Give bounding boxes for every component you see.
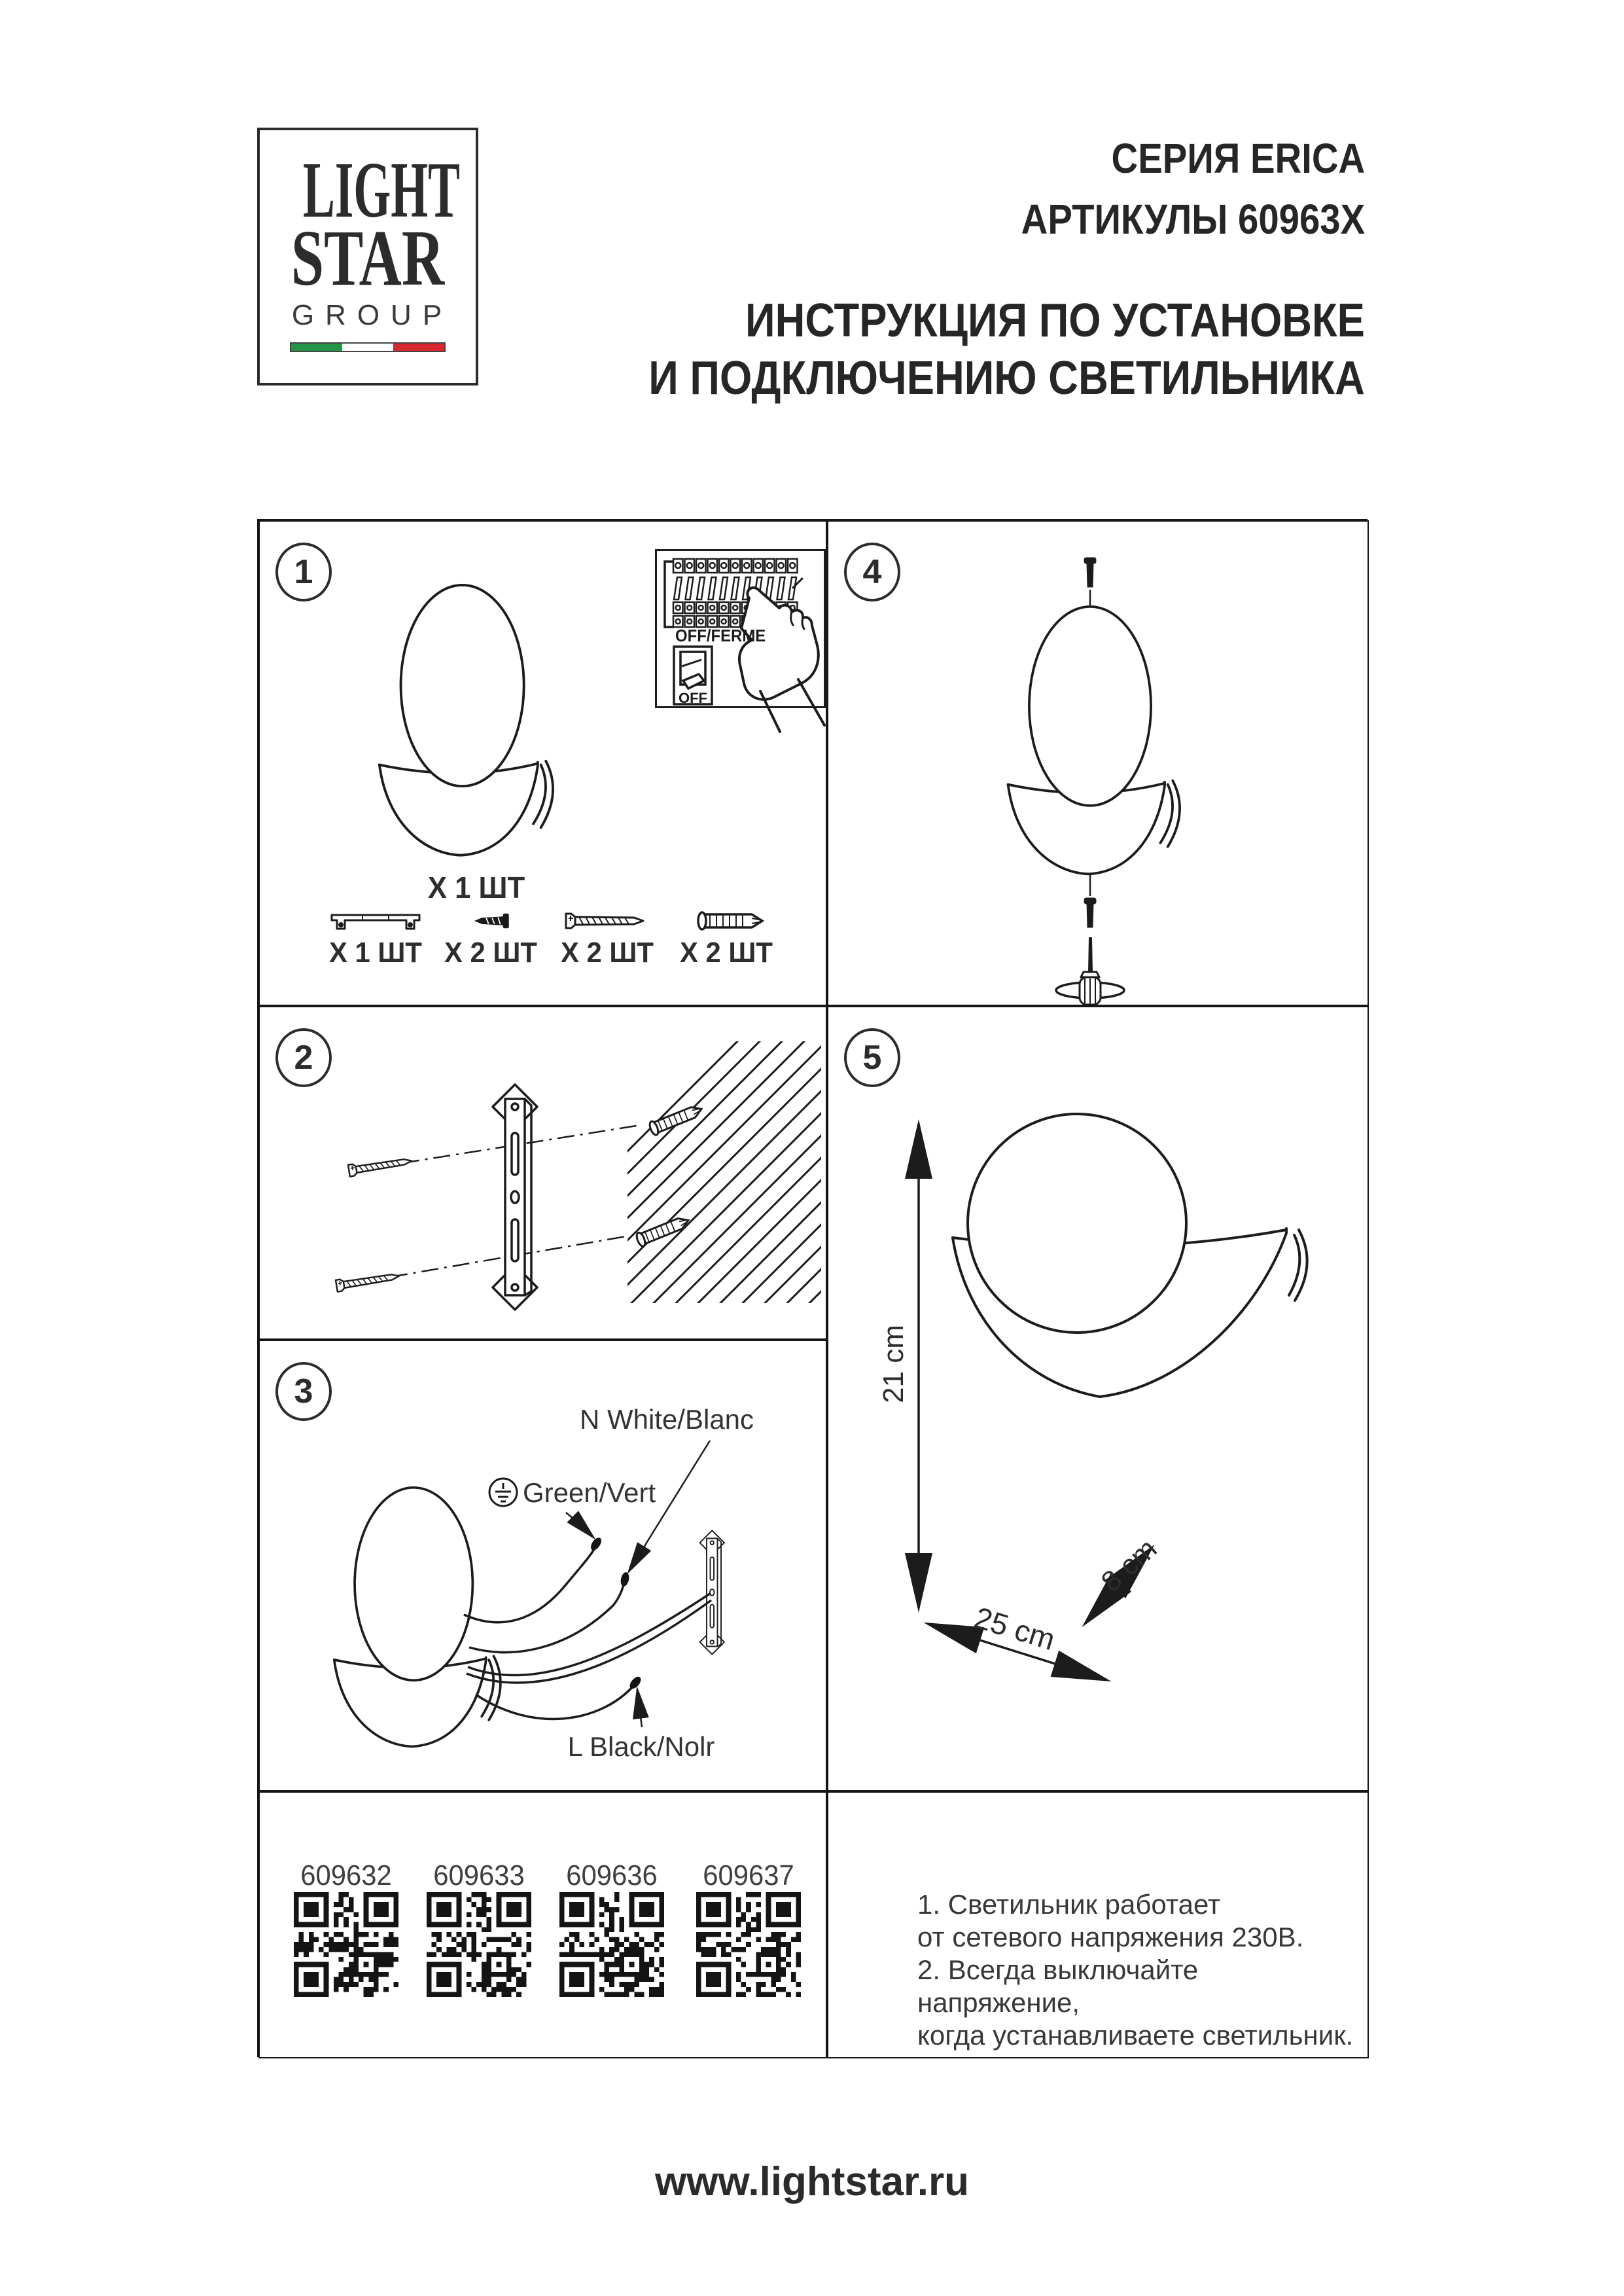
part-qty-2: X 2 ШТ [444, 937, 537, 969]
line-wire-label: L Black/Nolr [567, 1731, 715, 1762]
screw-short-icon [442, 901, 540, 941]
qr-code-3 [559, 1892, 664, 1997]
glass-shade [968, 1114, 1186, 1333]
safety-notes-panel [827, 1791, 1369, 2058]
wires [464, 1549, 711, 1719]
lamp-qty-label: X 1 ШТ [427, 870, 525, 905]
wall-hatch [627, 1041, 821, 1303]
wire-tips [589, 1536, 643, 1691]
breaker-off-label: OFF/FERME [675, 626, 766, 645]
series-line: СЕРИЯ ERICA [1111, 135, 1365, 182]
qr-code-4 [696, 1892, 801, 1997]
step-5-badge: 5 [844, 1028, 900, 1087]
mounting-bracket-icon [327, 901, 425, 941]
ground-symbol-icon [489, 1479, 517, 1506]
note-line-1: 1. Светильник работает [917, 1889, 1221, 1920]
wall-anchor-icon [677, 901, 775, 941]
depth-dimension-label: 8 cm [1095, 1532, 1163, 1598]
page-title [648, 292, 1365, 407]
step-5-panel [827, 1006, 1369, 1791]
title-line-2: И ПОДКЛЮЧЕНИЮ СВЕТИЛЬНИКА [648, 352, 1365, 404]
bracket-mounting-drawing [260, 1007, 826, 1338]
note-line-4: когда устанавливаете светильник. [917, 2020, 1354, 2051]
part-qty-1: X 1 ШТ [329, 937, 422, 969]
instruction-grid [257, 519, 1368, 2057]
screw-long-icon [558, 901, 656, 941]
safety-notes [917, 1888, 1368, 2052]
qr-codes-panel [258, 1791, 827, 2058]
italian-flag-icon [290, 342, 446, 352]
flag-red [393, 344, 444, 351]
step-2-badge: 2 [275, 1028, 332, 1087]
title-line-1: ИНСТРУКЦИЯ ПО УСТАНОВКЕ [745, 295, 1365, 347]
part-qty-3: X 2 ШТ [561, 937, 654, 969]
step-4-badge: 4 [844, 543, 900, 601]
qr-code-2 [427, 1892, 531, 1997]
step-3-badge: 3 [275, 1362, 332, 1421]
website-url: www.lightstar.ru [655, 2159, 969, 2204]
qr-code-label-1: 609632 [300, 1859, 392, 1892]
qr-code-label-2: 609633 [433, 1859, 525, 1892]
step-1-badge: 1 [275, 543, 332, 601]
qr-code-label-3: 609636 [566, 1859, 658, 1892]
logo-group: GROUP [291, 299, 453, 331]
bracket-small-drawing [700, 1530, 724, 1654]
switch-off-label: OFF [679, 690, 707, 706]
series-header [1021, 128, 1365, 250]
qr-code-1 [294, 1892, 398, 1997]
screw-left-bottom-icon [336, 1270, 400, 1292]
step-3-panel [258, 1340, 827, 1791]
logo-star: STAR [291, 214, 445, 302]
articles-line: АРТИКУЛЫ 60963Х [1021, 196, 1365, 243]
screw-left-top-icon [348, 1155, 412, 1177]
neutral-wire-label: N White/Blanc [579, 1404, 754, 1435]
note-line-3: 2. Всегда выключайте напряжение, [917, 1954, 1199, 2018]
step-2-panel [258, 1006, 827, 1340]
qr-code-label-4: 609637 [703, 1859, 794, 1892]
screw-top-icon [1085, 558, 1095, 586]
screw-bottom-icon [1085, 899, 1095, 927]
screwdriver-icon [1056, 938, 1124, 1005]
power-off-inset [655, 549, 826, 708]
logo-light: LIGHT [303, 146, 461, 234]
part-qty-4: X 2 ШТ [680, 937, 773, 969]
flag-green [291, 344, 342, 351]
flag-white [342, 344, 393, 351]
mounting-bracket-drawing [493, 1085, 537, 1310]
lamp-assembly-drawing [828, 522, 1368, 1005]
ground-wire-label: Green/Vert [523, 1477, 656, 1508]
height-dimension-label: 21 cm [877, 1325, 909, 1403]
note-line-2: от сетевого напряжения 230В. [917, 1922, 1304, 1952]
lightstar-logo [257, 128, 478, 386]
step-4-panel [827, 520, 1369, 1006]
width-dimension-label: 25 cm [970, 1600, 1059, 1657]
step-1-panel [258, 520, 827, 1006]
